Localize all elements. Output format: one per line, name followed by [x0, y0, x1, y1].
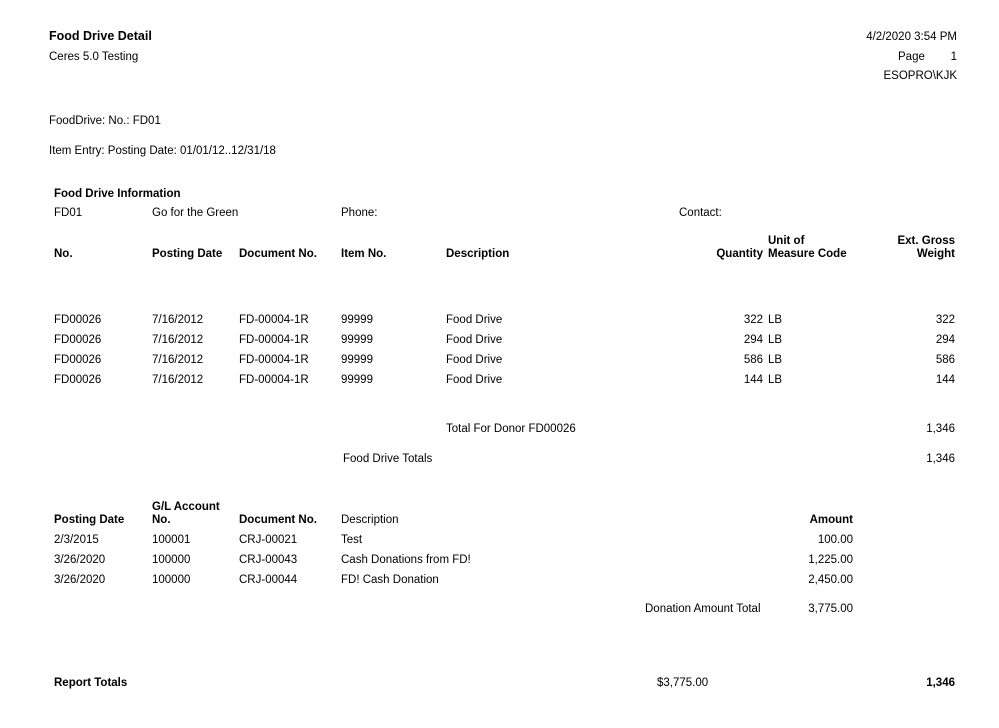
- food-drive-name: Go for the Green: [152, 207, 239, 219]
- item-uom-cell: LB: [768, 314, 783, 326]
- report-title: Food Drive Detail: [49, 29, 152, 43]
- food-drive-info-row: [0, 206, 999, 220]
- header-weight-line1: Ext. Gross: [897, 235, 955, 247]
- page-number: 1: [950, 51, 957, 63]
- donation-amount-cell: 1,225.00: [808, 554, 853, 566]
- donation-table-header-line1: [0, 500, 999, 514]
- item-item-no-cell: 99999: [341, 314, 373, 326]
- donation-gl-account-cell: 100000: [152, 554, 191, 566]
- item-no-cell: FD00026: [54, 374, 102, 386]
- item-no-cell: FD00026: [54, 354, 102, 366]
- item-document-no-cell: FD-00004-1R: [239, 354, 309, 366]
- section-title-food-drive-information: Food Drive Information: [54, 188, 181, 200]
- donation-posting-date-cell: 3/26/2020: [54, 574, 106, 586]
- donor-total-value: 1,346: [926, 423, 955, 435]
- item-posting-date-cell: 7/16/2012: [152, 314, 204, 326]
- item-document-no-cell: FD-00004-1R: [239, 314, 309, 326]
- header-posting-date: Posting Date: [152, 248, 223, 260]
- header-document-no: Document No.: [239, 514, 317, 526]
- donation-table-row: [0, 533, 999, 547]
- item-quantity-cell: 144: [743, 374, 763, 386]
- donor-total-row: [0, 422, 999, 436]
- item-uom-cell: LB: [768, 354, 783, 366]
- filter-item-entry: Item Entry: Posting Date: 01/01/12..12/31/18: [49, 145, 276, 157]
- item-item-no-cell: 99999: [341, 354, 373, 366]
- item-quantity-cell: 294: [743, 334, 763, 346]
- report-totals-row: [0, 676, 999, 690]
- item-weight-cell: 586: [935, 354, 955, 366]
- item-description-cell: Food Drive: [446, 334, 503, 346]
- item-quantity-cell: 586: [743, 354, 763, 366]
- donation-table-header-line2: [0, 513, 999, 527]
- header-uom-line2: Measure Code: [768, 248, 847, 260]
- donation-posting-date-cell: 2/3/2015: [54, 534, 99, 546]
- item-table-row: [0, 313, 999, 327]
- header-amount: Amount: [809, 514, 853, 526]
- report-datetime: 4/2/2020 3:54 PM: [866, 31, 957, 43]
- item-weight-cell: 294: [935, 334, 955, 346]
- report-totals-label: Report Totals: [54, 677, 128, 689]
- item-document-no-cell: FD-00004-1R: [239, 374, 309, 386]
- user-id: ESOPRO\KJK: [883, 70, 957, 82]
- header-document-no: Document No.: [239, 248, 317, 260]
- donation-gl-account-cell: 100000: [152, 574, 191, 586]
- header-gl-account-line2: No.: [152, 514, 171, 526]
- donation-table-row: [0, 553, 999, 567]
- header-weight-line2: Weight: [916, 248, 955, 260]
- item-weight-cell: 144: [935, 374, 955, 386]
- header-quantity: Quantity: [716, 248, 763, 260]
- food-drive-code: FD01: [54, 207, 83, 219]
- item-weight-cell: 322: [935, 314, 955, 326]
- donation-amount-cell: 100.00: [817, 534, 853, 546]
- contact-label: Contact:: [679, 207, 722, 219]
- donation-total-value: 3,775.00: [808, 603, 853, 615]
- item-description-cell: Food Drive: [446, 354, 503, 366]
- donation-document-no-cell: CRJ-00021: [239, 534, 298, 546]
- item-posting-date-cell: 7/16/2012: [152, 354, 204, 366]
- report-totals-amount: $3,775.00: [657, 677, 709, 689]
- item-table-header-line1: [0, 234, 999, 248]
- donation-gl-account-cell: 100001: [152, 534, 191, 546]
- donation-total-row: [0, 602, 999, 616]
- item-table-header-line2: [0, 247, 999, 261]
- filter-food-drive: FoodDrive: No.: FD01: [49, 115, 161, 127]
- item-uom-cell: LB: [768, 334, 783, 346]
- food-drive-totals-value: 1,346: [926, 453, 955, 465]
- item-quantity-cell: 322: [743, 314, 763, 326]
- donation-document-no-cell: CRJ-00043: [239, 554, 298, 566]
- donation-posting-date-cell: 3/26/2020: [54, 554, 106, 566]
- header-uom-line1: Unit of: [768, 235, 805, 247]
- report-totals-weight: 1,346: [926, 677, 955, 689]
- donor-total-label: Total For Donor FD00026: [446, 423, 576, 435]
- phone-label: Phone:: [341, 207, 378, 219]
- item-document-no-cell: FD-00004-1R: [239, 334, 309, 346]
- item-table-row: [0, 373, 999, 387]
- item-posting-date-cell: 7/16/2012: [152, 374, 204, 386]
- header-description: Description: [341, 514, 399, 526]
- donation-description-cell: Test: [341, 534, 363, 546]
- item-item-no-cell: 99999: [341, 374, 373, 386]
- header-gl-account-line1: G/L Account: [152, 501, 220, 513]
- header-description: Description: [446, 248, 510, 260]
- donation-total-label: Donation Amount Total: [645, 603, 761, 615]
- donation-table-row: [0, 573, 999, 587]
- donation-document-no-cell: CRJ-00044: [239, 574, 298, 586]
- header-item-no: Item No.: [341, 248, 387, 260]
- item-description-cell: Food Drive: [446, 374, 503, 386]
- header-posting-date: Posting Date: [54, 514, 125, 526]
- company-name: Ceres 5.0 Testing: [49, 51, 139, 63]
- item-table-row: [0, 333, 999, 347]
- item-table-row: [0, 353, 999, 367]
- donation-description-cell: Cash Donations from FD!: [341, 554, 471, 566]
- item-no-cell: FD00026: [54, 334, 102, 346]
- page-label: Page: [898, 51, 925, 63]
- food-drive-totals-row: [0, 452, 999, 466]
- item-posting-date-cell: 7/16/2012: [152, 334, 204, 346]
- item-item-no-cell: 99999: [341, 334, 373, 346]
- donation-amount-cell: 2,450.00: [808, 574, 853, 586]
- food-drive-totals-label: Food Drive Totals: [343, 453, 433, 465]
- item-uom-cell: LB: [768, 374, 783, 386]
- item-description-cell: Food Drive: [446, 314, 503, 326]
- item-no-cell: FD00026: [54, 314, 102, 326]
- donation-description-cell: FD! Cash Donation: [341, 574, 439, 586]
- header-no: No.: [54, 248, 73, 260]
